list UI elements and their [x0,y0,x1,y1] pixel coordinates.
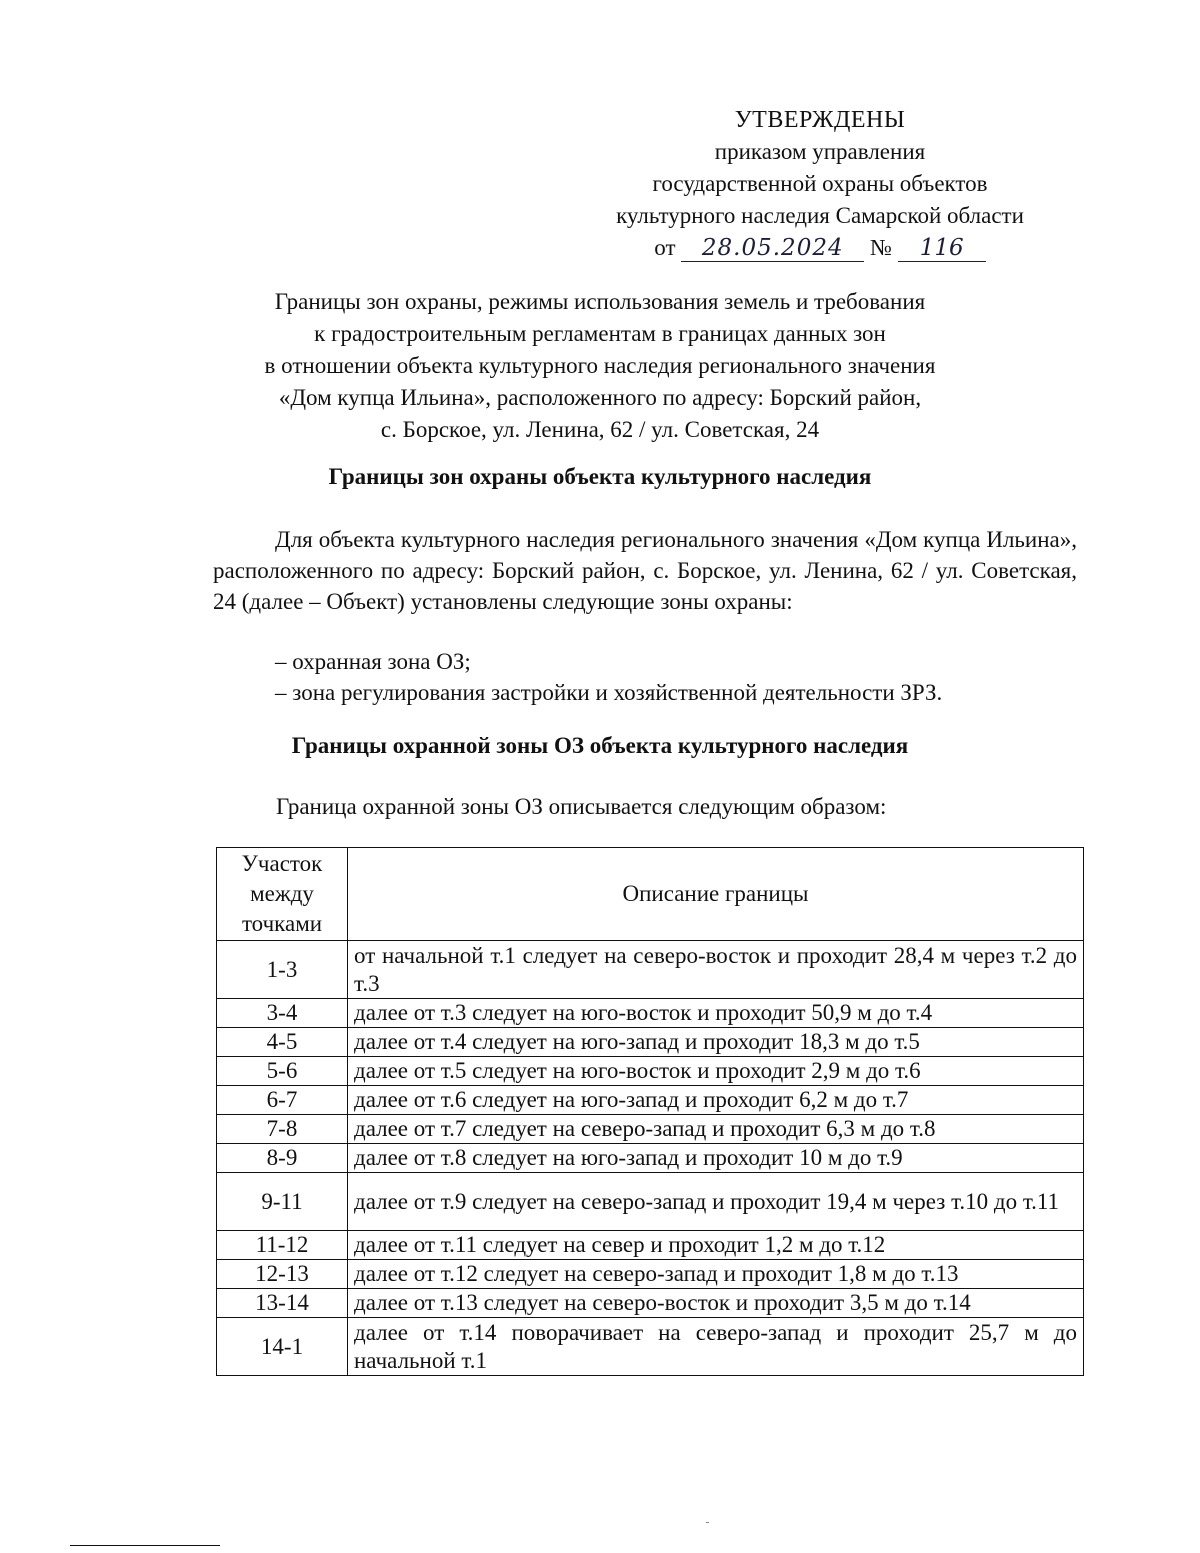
approval-date-line [560,232,1080,264]
zone-list [275,646,942,708]
section-heading-zones: Границы зон охраны объекта культурного наследия [328,464,872,489]
table-row [217,1086,1084,1115]
table-row [217,941,1084,999]
title-line: в отношении объекта культурного наследия регионального значения [264,353,936,378]
segment-cell: 13-14 [217,1289,348,1318]
segment-cell: 3-4 [217,999,348,1028]
segment-cell: 4-5 [217,1028,348,1057]
table-row [217,1318,1084,1376]
table-body [217,941,1084,1376]
approval-block [560,104,1080,264]
header-segment [217,848,348,941]
table-row [217,999,1084,1028]
header-segment-line: Участок [241,851,323,876]
table-row [217,1028,1084,1057]
segment-cell: 9-11 [217,1173,348,1231]
list-item: – зона регулирования застройки и хозяйственной деятельности ЗРЗ. [275,680,943,705]
segment-cell: 5-6 [217,1057,348,1086]
number-prefix: № [870,235,892,260]
description-cell: далее от т.11 следует на север и проходит 1,2 м до т.12 [348,1231,1084,1260]
table-row [217,1173,1084,1231]
title-line: «Дом купца Ильина», расположенного по адресу: Борский район, [278,385,922,410]
approval-line-2: государственной охраны объектов [652,171,988,196]
table-lead-text: Граница охранной зоны ОЗ описывается следующим образом: [276,794,887,819]
table-row [217,1115,1084,1144]
title-line: к градостроительным регламентам в границах данных зон [314,321,886,346]
segment-cell: 6-7 [217,1086,348,1115]
title-line: Границы зон охраны, режимы использования земель и требования [274,289,926,314]
description-cell: далее от т.4 следует на юго-запад и проходит 18,3 м до т.5 [348,1028,1084,1057]
description-cell: далее от т.8 следует на юго-запад и проходит 10 м до т.9 [348,1144,1084,1173]
description-cell: от начальной т.1 следует на северо-восток и проходит 28,4 м через т.2 до т.3 [348,941,1084,999]
description-cell: далее от т.7 следует на северо-запад и проходит 6,3 м до т.8 [348,1115,1084,1144]
segment-cell: 12-13 [217,1260,348,1289]
intro-paragraph [213,524,1077,617]
footnote-separator [70,1545,220,1546]
table-row [217,1289,1084,1318]
description-cell: далее от т.14 поворачивает на северо-запад и проходит 25,7 м до начальной т.1 [348,1318,1084,1376]
segment-cell: 1-3 [217,941,348,999]
header-segment-line: точками [241,911,323,936]
title-line: с. Борское, ул. Ленина, 62 / ул. Советская, 24 [380,417,820,442]
table-header-row [217,848,1084,941]
approval-line-3: культурного наследия Самарской области [616,203,1024,228]
scan-speck [706,1522,709,1523]
table-row [217,1260,1084,1289]
handwritten-number: 116 [898,235,986,262]
segment-cell: 14-1 [217,1318,348,1376]
header-description: Описание границы [348,848,1084,941]
description-cell: далее от т.5 следует на юго-восток и проходит 2,9 м до т.6 [348,1057,1084,1086]
approval-line-1: приказом управления [714,139,926,164]
section-heading-oz: Границы охранной зоны ОЗ объекта культурного наследия [291,733,909,758]
date-prefix: от [654,235,676,260]
table-row [217,1057,1084,1086]
description-cell: далее от т.13 следует на северо-восток и проходит 3,5 м до т.14 [348,1289,1084,1318]
description-cell: далее от т.6 следует на юго-запад и проходит 6,2 м до т.7 [348,1086,1084,1115]
table-row [217,1231,1084,1260]
segment-cell: 8-9 [217,1144,348,1173]
list-item: – охранная зона ОЗ; [275,649,471,674]
paragraph-text: Для объекта культурного наследия регионального значения «Дом купца Ильина», расположенного по адресу: Борский район, с. Борское, ул. Ленина, 62 / ул. Советская, 24 (далее – Объект) установлены следующие зоны охраны: [213,527,1077,614]
handwritten-date: 28.05.2024 [681,235,864,262]
description-cell: далее от т.12 следует на северо-запад и проходит 1,8 м до т.13 [348,1260,1084,1289]
header-segment-line: между [250,881,314,906]
table-row [217,1144,1084,1173]
document-title [200,286,1000,446]
description-cell: далее от т.9 следует на северо-запад и проходит 19,4 м через т.10 до т.11 [348,1173,1084,1231]
segment-cell: 11-12 [217,1231,348,1260]
approval-title: УТВЕРЖДЕНЫ [734,107,906,133]
boundary-table [216,847,1084,1376]
description-cell: далее от т.3 следует на юго-восток и проходит 50,9 м до т.4 [348,999,1084,1028]
segment-cell: 7-8 [217,1115,348,1144]
